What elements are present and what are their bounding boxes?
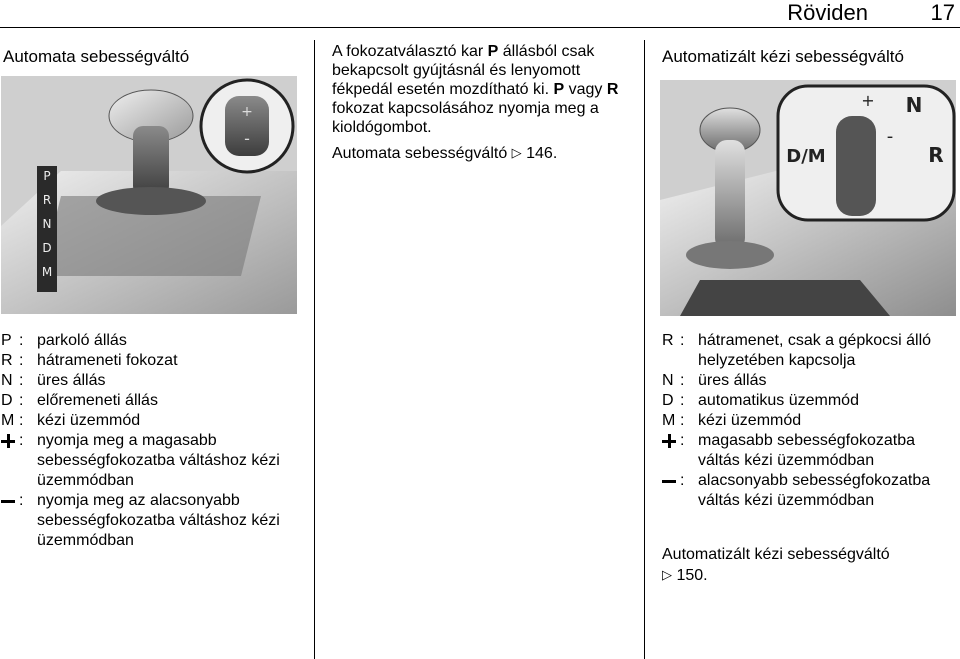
- minus-symbol-icon: [1, 491, 19, 511]
- legend-colon: :: [19, 412, 24, 429]
- gate-label-d: D: [42, 241, 52, 255]
- legend-colon: :: [680, 392, 685, 409]
- gate-label-p: P: [43, 169, 51, 183]
- legend-row: [1, 431, 301, 491]
- legend-colon: :: [680, 472, 685, 489]
- legend-colon: :: [19, 372, 24, 389]
- legend-text: kézi üzemmód: [37, 412, 141, 429]
- legend-text: üres állás: [37, 372, 106, 389]
- legend-colon: :: [680, 412, 685, 429]
- legend-colon: :: [680, 432, 685, 449]
- legend-row: [662, 331, 958, 371]
- legend-row: [662, 391, 958, 411]
- legend-row: [1, 491, 301, 551]
- running-head: Röviden: [787, 0, 868, 25]
- automatic-gear-lever-image: [1, 76, 297, 314]
- reference-arrow-icon: ▷: [511, 145, 522, 160]
- plus-symbol-icon: [662, 431, 680, 451]
- legend-text: nyomja meg az alacsonyabb sebességfokozatba váltáshoz kézi üzemmódban: [37, 492, 280, 549]
- plus-symbol-icon: [1, 431, 19, 451]
- automated-manual-gear-lever-illustration: [660, 80, 956, 316]
- gate-label-n: N: [905, 93, 923, 117]
- column-separator: [314, 40, 315, 659]
- gate-label-r: R: [928, 143, 944, 167]
- legend-row: [662, 471, 958, 511]
- legend-row: [662, 431, 958, 471]
- minus-label: -: [244, 129, 250, 148]
- header-rule: [0, 27, 960, 28]
- legend-text: üres állás: [698, 372, 767, 389]
- legend-row: [1, 411, 301, 431]
- column-separator: [644, 40, 645, 659]
- plus-label: +: [241, 104, 253, 120]
- legend-key: D: [1, 392, 13, 409]
- cross-reference[interactable]: Automatizált kézi sebességváltó ▷ 150.: [662, 546, 890, 584]
- legend-colon: :: [19, 332, 24, 349]
- gear-lever-paragraph: [332, 42, 632, 163]
- legend-row: [1, 351, 301, 371]
- legend-colon: :: [680, 372, 685, 389]
- legend-text: parkoló állás: [37, 332, 127, 349]
- legend-text: hátramenet, csak a gépkocsi álló helyzetében kapcsolja: [698, 332, 932, 369]
- legend-text: hátrameneti fokozat: [37, 352, 178, 369]
- minus-label: -: [886, 126, 894, 147]
- legend-colon: :: [19, 352, 24, 369]
- page-number: 17: [930, 0, 955, 25]
- legend-text: kézi üzemmód: [698, 412, 802, 429]
- legend-colon: :: [19, 492, 24, 509]
- legend-key: N: [662, 372, 674, 389]
- legend-row: [1, 371, 301, 391]
- section-heading-automatic: Automata sebességváltó: [3, 47, 190, 66]
- gate-label-n: N: [42, 217, 52, 231]
- legend-key: R: [662, 332, 674, 349]
- gate-label-r: R: [42, 193, 52, 207]
- legend-row: [1, 331, 301, 351]
- legend-key: M: [1, 412, 15, 429]
- legend-row: [662, 371, 958, 391]
- legend-text: automatikus üzemmód: [698, 392, 859, 409]
- section-heading-automated-manual: Automatizált kézi sebességváltó: [662, 47, 904, 66]
- legend-key: P: [1, 332, 12, 349]
- legend-automated-manual: [662, 331, 958, 511]
- minus-symbol-icon: [662, 471, 680, 491]
- legend-row: [662, 411, 958, 431]
- legend-row: [1, 391, 301, 411]
- legend-text: magasabb sebességfokozatba váltás kézi üzemmódban: [698, 432, 916, 469]
- cross-reference[interactable]: Automata sebességváltó ▷ 146.: [332, 145, 558, 162]
- automated-manual-gear-lever-image: [660, 80, 956, 316]
- automatic-gear-lever-illustration: [1, 76, 297, 314]
- legend-key: M: [662, 412, 676, 429]
- legend-key: D: [662, 392, 674, 409]
- legend-colon: :: [680, 332, 685, 349]
- legend-text: előremeneti állás: [37, 392, 158, 409]
- legend-colon: :: [19, 432, 24, 449]
- reference-arrow-icon: ▷: [662, 567, 672, 582]
- legend-text: nyomja meg a magasabb sebességfokozatba váltáshoz kézi üzemmódban: [37, 432, 280, 489]
- gate-label-m: M: [41, 265, 53, 279]
- legend-colon: :: [19, 392, 24, 409]
- legend-key: R: [1, 352, 13, 369]
- legend-text: alacsonyabb sebességfokozatba váltás kézi üzemmódban: [698, 472, 931, 509]
- gate-label-dm: D/M: [786, 146, 826, 167]
- plus-label: +: [861, 91, 875, 110]
- legend-key: N: [1, 372, 13, 389]
- legend-automatic: [1, 331, 301, 551]
- gear-lever-instruction: A fokozatválasztó kar P állásból csak bekapcsolt gyújtásnál és lenyomott fékpedál esetén mozdítható ki. P vagy R fokozat kapcsolásához nyomja meg a kioldógombot.: [332, 43, 619, 136]
